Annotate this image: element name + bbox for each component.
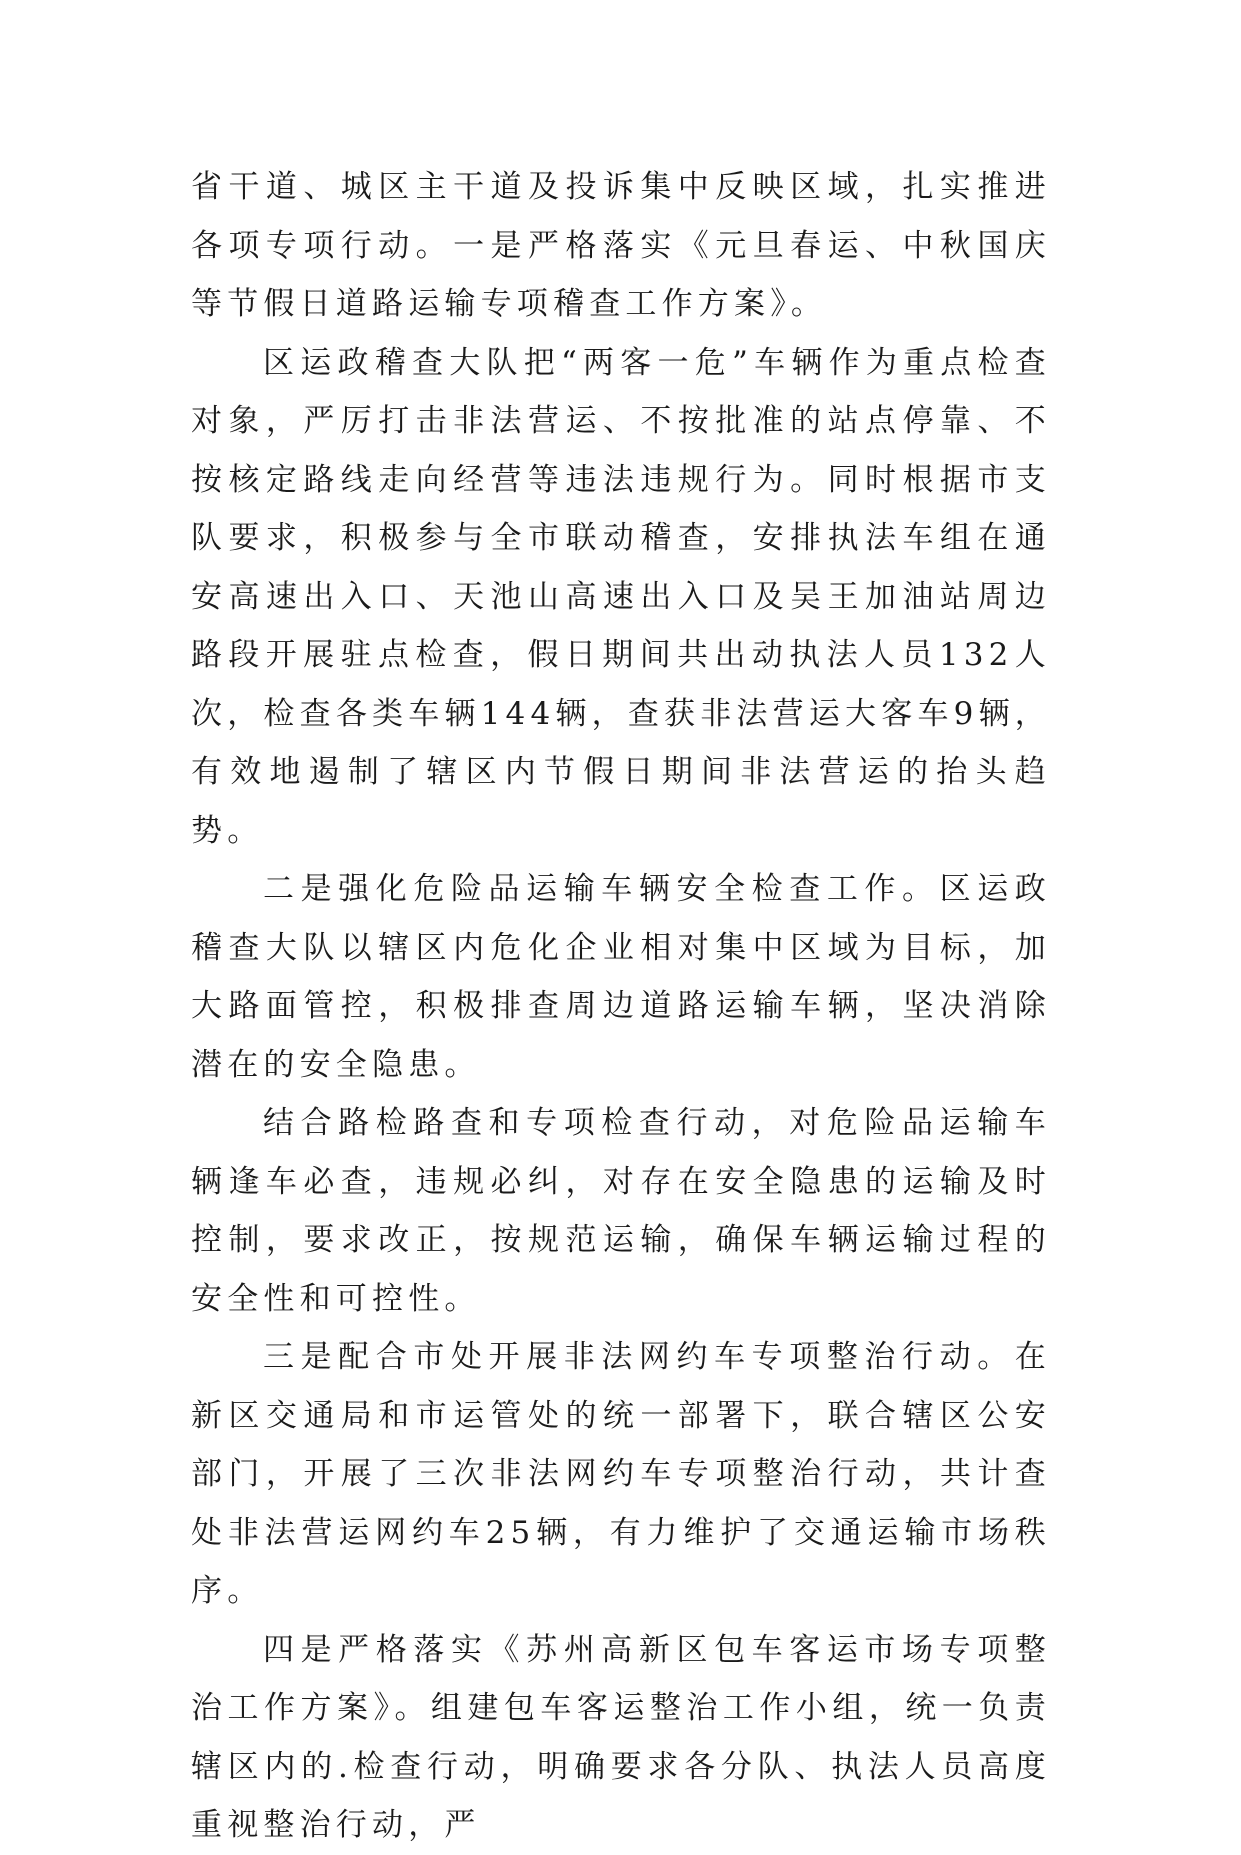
paragraph-5: 三是配合市处开展非法网约车专项整治行动。在新区交通局和市运管处的统一部署下，联合辖区公安部门，开展了三次非法网约车专项整治行动，共计查处非法营运网约车25辆，有力维护了交通运输市场秩序。 xyxy=(191,1339,1051,1609)
paragraph-3: 二是强化危险品运输车辆安全检查工作。区运政稽查大队以辖区内危化企业相对集中区域为目标，加大路面管控，积极排查周边道路运输车辆，坚决消除潜在的安全隐患。 xyxy=(191,871,1051,1083)
paragraph-6: 四是严格落实《苏州高新区包车客运市场专项整治工作方案》。组建包车客运整治工作小组，统一负责辖区内的.检查行动，明确要求各分队、执法人员高度重视整治行动，严 xyxy=(191,1631,1051,1843)
paragraph-4: 结合路检路查和专项检查行动，对危险品运输车辆逢车必查，违规必纠，对存在安全隐患的运输及时控制，要求改正，按规范运输，确保车辆运输过程的安全性和可控性。 xyxy=(191,1105,1051,1317)
paragraph-1: 省干道、城区主干道及投诉集中反映区域，扎实推进各项专项行动。一是严格落实《元旦春运、中秋国庆等节假日道路运输专项稽查工作方案》。 xyxy=(191,169,1051,322)
paragraph-2: 区运政稽查大队把“两客一危”车辆作为重点检查对象，严厉打击非法营运、不按批准的站点停靠、不按核定路线走向经营等违法违规行为。同时根据市支队要求，积极参与全市联动稽查，安排执法车组在通安高速出入口、天池山高速出入口及吴王加油站周边路段开展驻点检查，假日期间共出动执法人员132人次，检查各类车辆144辆，查获非法营运大客车9辆，有效地遏制了辖区内节假日期间非法营运的抬头趋势。 xyxy=(191,344,1051,849)
document-body xyxy=(191,158,1051,1855)
